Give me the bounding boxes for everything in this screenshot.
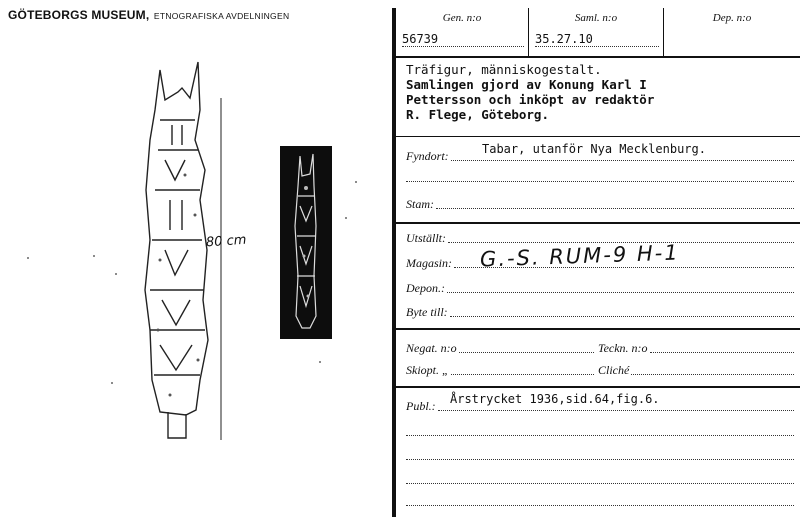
department-name: ETNOGRAFISKA AVDELNINGEN: [153, 11, 290, 21]
cliche-label: Cliché: [598, 363, 630, 377]
gen-number-label: Gen. n:o: [442, 12, 482, 24]
fyndort-value: Tabar, utanför Nya Mecklenburg.: [482, 142, 706, 156]
skiopt-label: Skiopt. „: [406, 363, 449, 377]
description-line: Pettersson och inköpt av redaktör: [406, 92, 655, 107]
stam-field: [406, 194, 794, 212]
depon-field: [406, 278, 794, 296]
dep-number-label: Dep. n:o: [712, 12, 752, 24]
negat-label: Negat. n:o: [406, 341, 457, 355]
byte-field: [406, 302, 794, 320]
blank-line: [406, 458, 794, 460]
description-line: R. Flege, Göteborg.: [406, 107, 549, 122]
divider: [396, 386, 800, 388]
divider: [396, 136, 800, 137]
magasin-label: Magasin:: [406, 256, 452, 270]
figure-photograph: [280, 146, 332, 339]
blank-line: [406, 482, 794, 484]
blank-line: [406, 180, 794, 182]
cliche-field: [598, 360, 794, 378]
saml-number-label: Saml. n:o: [574, 12, 618, 24]
stam-label: Stam:: [406, 197, 434, 211]
figure-photo-image: [280, 146, 332, 339]
museum-name: GÖTEBORGS MUSEUM,: [8, 8, 150, 22]
height-measurement: 80 cm: [205, 232, 247, 251]
blank-line: [406, 504, 794, 506]
divider: [396, 222, 800, 224]
description-line: Samlingen gjord av Konung Karl I: [406, 77, 647, 92]
negat-field: [406, 338, 594, 356]
magasin-value: G.-S. RUM-9 H-1: [479, 240, 680, 272]
catalogue-card: [392, 8, 800, 517]
utstallt-label: Utställt:: [406, 231, 447, 245]
publ-label: Publ.:: [406, 399, 436, 413]
gen-number-value: 56739: [402, 32, 524, 47]
depon-label: Depon.:: [406, 281, 445, 295]
gen-number-cell: [396, 8, 528, 56]
fyndort-label: Fyndort:: [406, 149, 449, 163]
description-line: Träfigur, människogestalt.: [406, 62, 602, 77]
byte-label: Byte till:: [406, 305, 448, 319]
divider: [396, 328, 800, 330]
dep-number-cell: [664, 8, 800, 56]
publ-value: Årstrycket 1936,sid.64,fig.6.: [450, 392, 660, 406]
blank-line: [406, 434, 794, 436]
object-description: [406, 62, 654, 122]
card-number-row: [396, 8, 800, 58]
skiopt-field: [406, 360, 594, 378]
saml-number-cell: [529, 8, 663, 56]
teckn-label: Teckn. n:o: [598, 341, 648, 355]
card-left-border: [392, 8, 396, 517]
object-drawing-area: [0, 0, 390, 517]
teckn-field: [598, 338, 794, 356]
saml-number-value: 35.27.10: [535, 32, 659, 47]
